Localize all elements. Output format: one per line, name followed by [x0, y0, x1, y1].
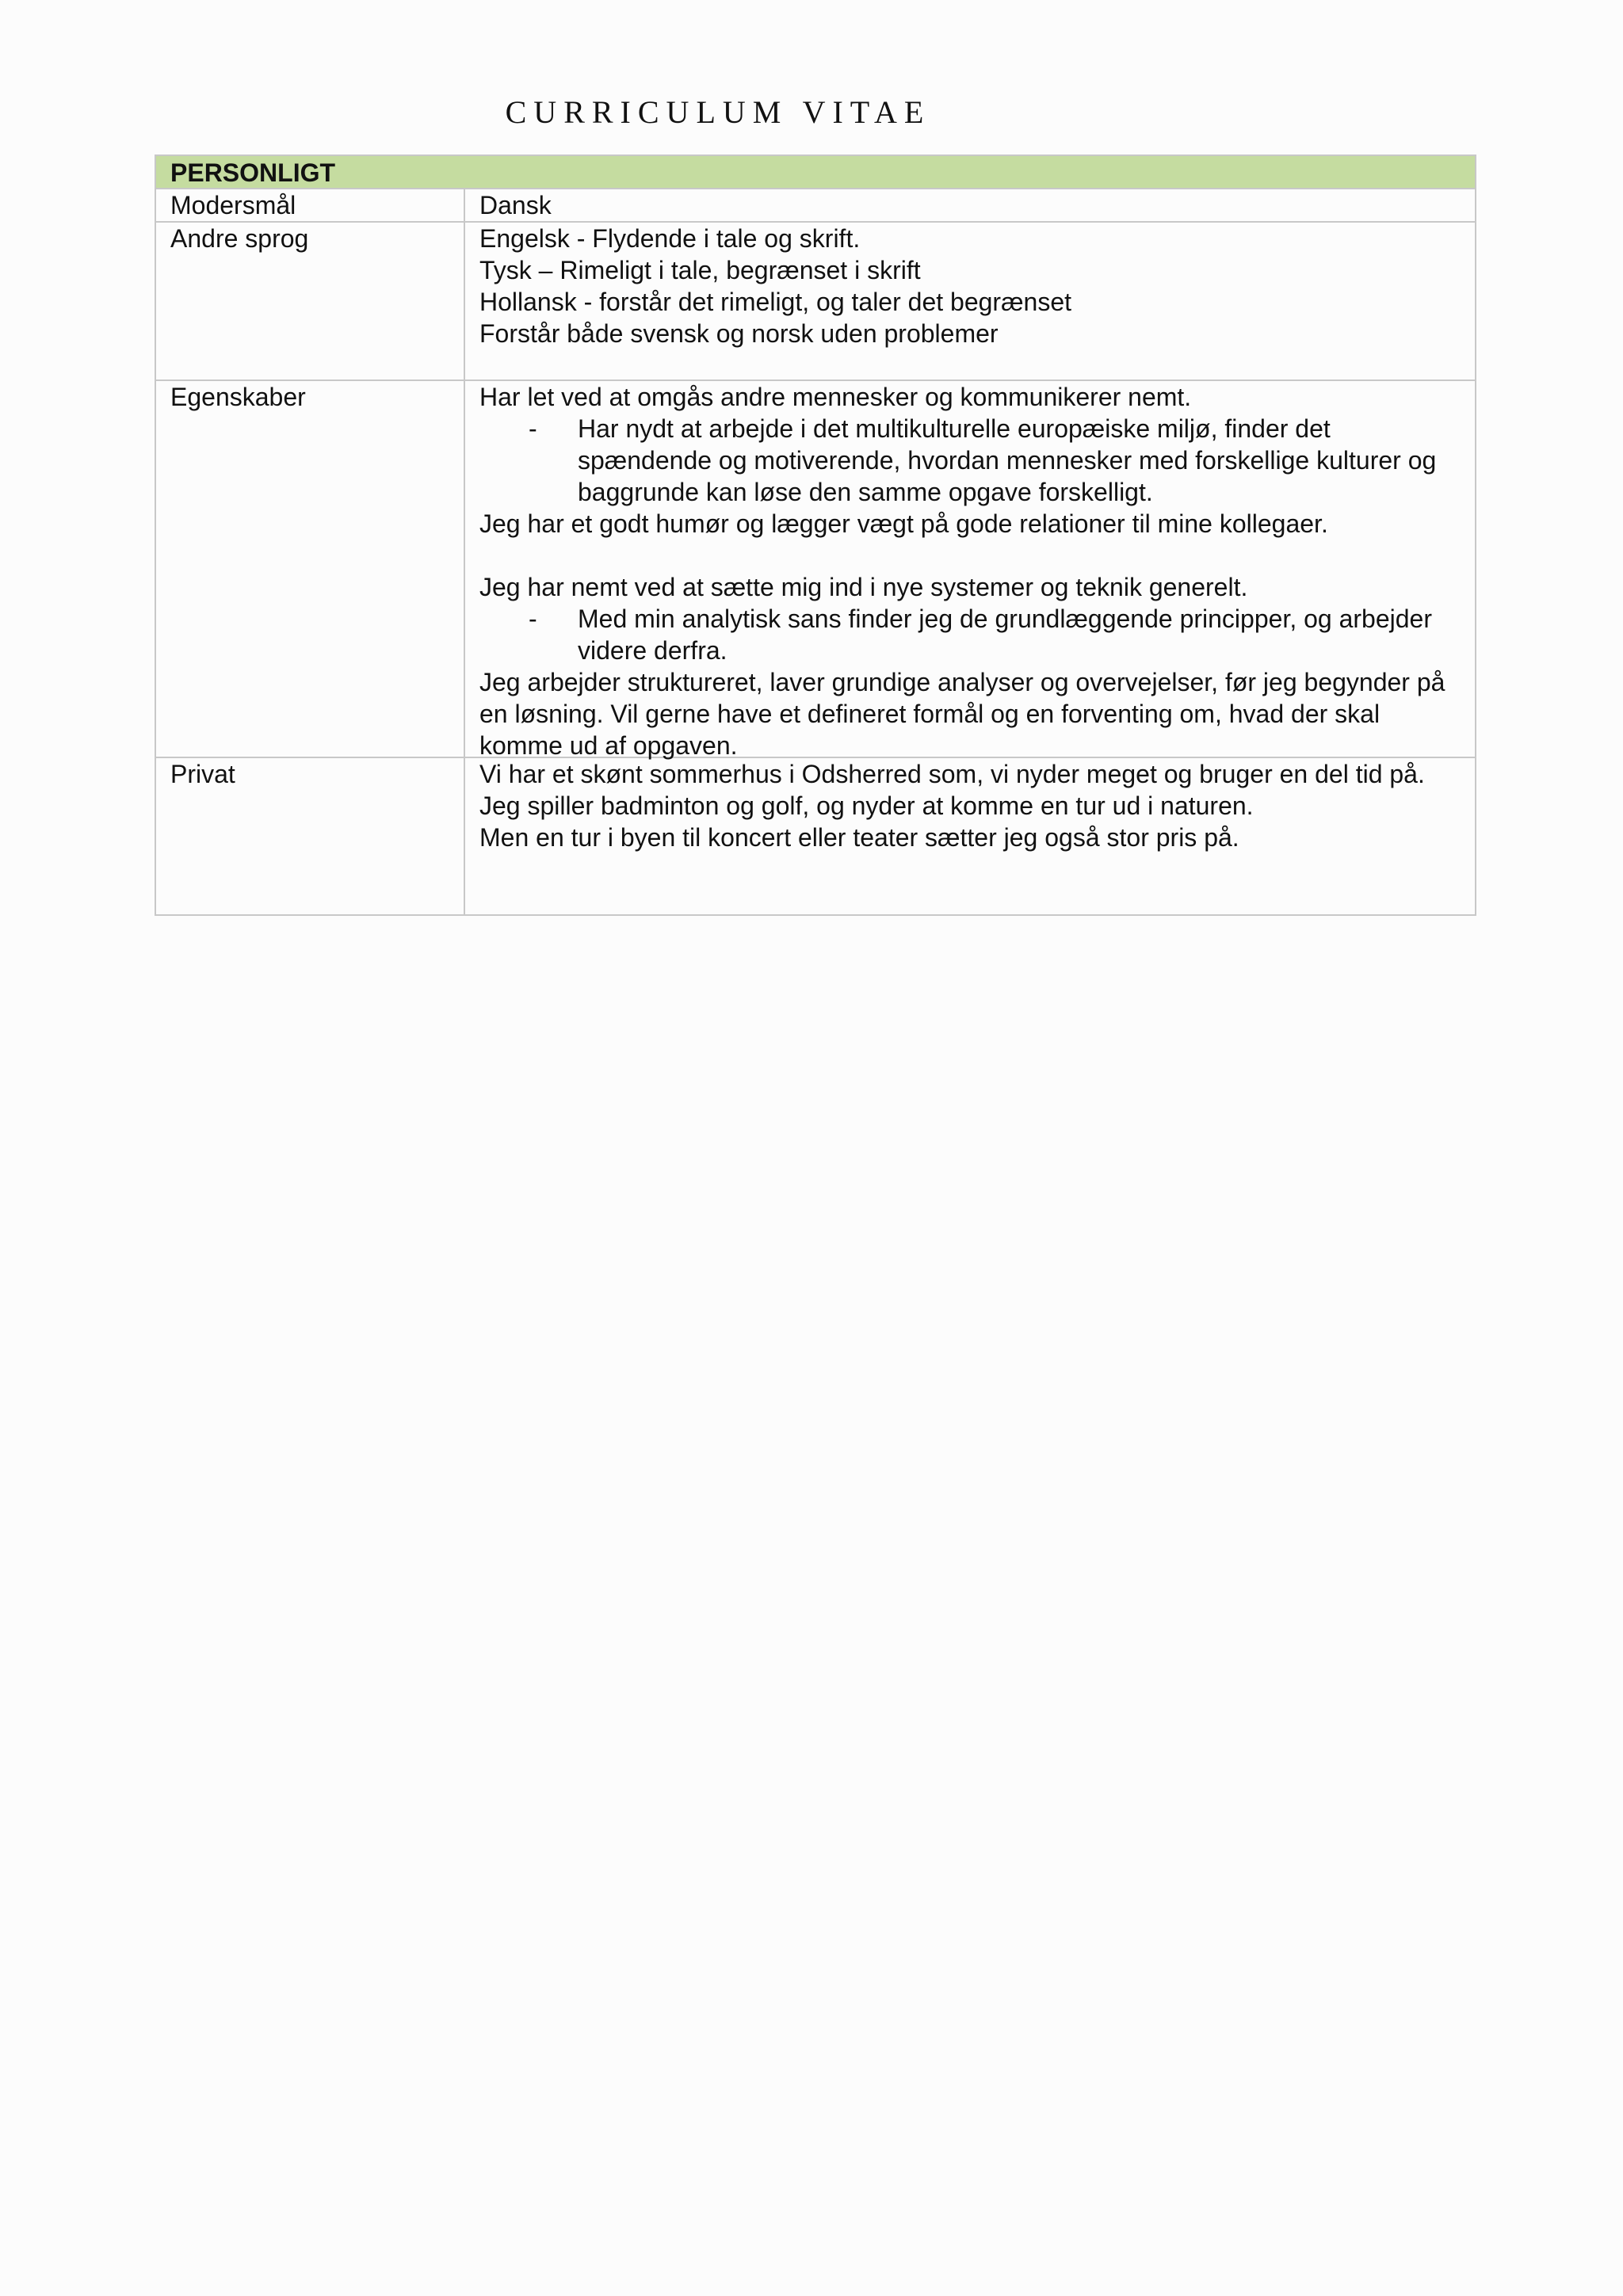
row-label-andre-sprog: Andre sprog: [156, 223, 465, 379]
row-label-modersmal: Modersmål: [156, 189, 465, 221]
row-value-egenskaber: [465, 381, 1475, 760]
row-label-privat: Privat: [156, 758, 465, 914]
section-header-personligt: PERSONLIGT: [156, 156, 1475, 189]
egenskaber-paragraph-2: Jeg har et godt humør og lægger vægt på gode relationer til mine kollegaer.: [479, 509, 1328, 538]
document-title: CURRICULUM VITAE: [505, 94, 931, 130]
row-value-privat: [465, 758, 1475, 914]
egenskaber-bullet-2: [479, 603, 1464, 666]
privat-paragraph-3: Men en tur i byen til koncert eller teater sætter jeg også stor pris på.: [479, 823, 1239, 852]
row-label-egenskaber: Egenskaber: [156, 381, 465, 757]
row-value-modersmal: Dansk: [479, 191, 552, 219]
personal-info-table: [155, 154, 1476, 916]
table-row-privat: [156, 758, 1475, 914]
language-line-dutch: Hollansk - forstår det rimeligt, og taler det begrænset: [479, 288, 1071, 316]
bullet-text: Har nydt at arbejde i det multikulturelle europæiske miljø, finder det spændende og motiverende, hvordan mennesker med forskellige kulturer og baggrunde kan løse den samme opgave forskelligt.: [578, 414, 1437, 506]
language-line-german: Tysk – Rimeligt i tale, begrænset i skrift: [479, 256, 921, 284]
egenskaber-bullet-1: [479, 413, 1464, 508]
privat-paragraph-1: Vi har et skønt sommerhus i Odsherred som, vi nyder meget og bruger en del tid på.: [479, 760, 1425, 788]
table-row-andre-sprog: [156, 223, 1475, 381]
paragraph-spacer: [479, 540, 1464, 571]
table-row-egenskaber: [156, 381, 1475, 758]
bullet-text: Med min analytisk sans finder jeg de grundlæggende principper, og arbejder videre derfra.: [578, 605, 1432, 665]
egenskaber-paragraph-3: Jeg har nemt ved at sætte mig ind i nye systemer og teknik generelt.: [479, 573, 1248, 601]
privat-paragraph-2: Jeg spiller badminton og golf, og nyder at komme en tur ud i naturen.: [479, 791, 1254, 820]
row-value-andre-sprog: [465, 223, 1475, 379]
bullet-dash: -: [529, 605, 537, 633]
egenskaber-paragraph-4: Jeg arbejder struktureret, laver grundige analyser og overvejelser, før jeg begynder på en løsning. Vil gerne have et defineret formål og en forventing om, hvad der skal komme ud af opgaven.: [479, 668, 1445, 760]
table-row-modersmal: [156, 189, 1475, 223]
language-line-english: Engelsk - Flydende i tale og skrift.: [479, 224, 861, 253]
language-line-scandinavian: Forstår både svensk og norsk uden problemer: [479, 319, 999, 348]
bullet-dash: -: [529, 414, 537, 443]
egenskaber-paragraph-1: Har let ved at omgås andre mennesker og kommunikerer nemt.: [479, 383, 1192, 411]
